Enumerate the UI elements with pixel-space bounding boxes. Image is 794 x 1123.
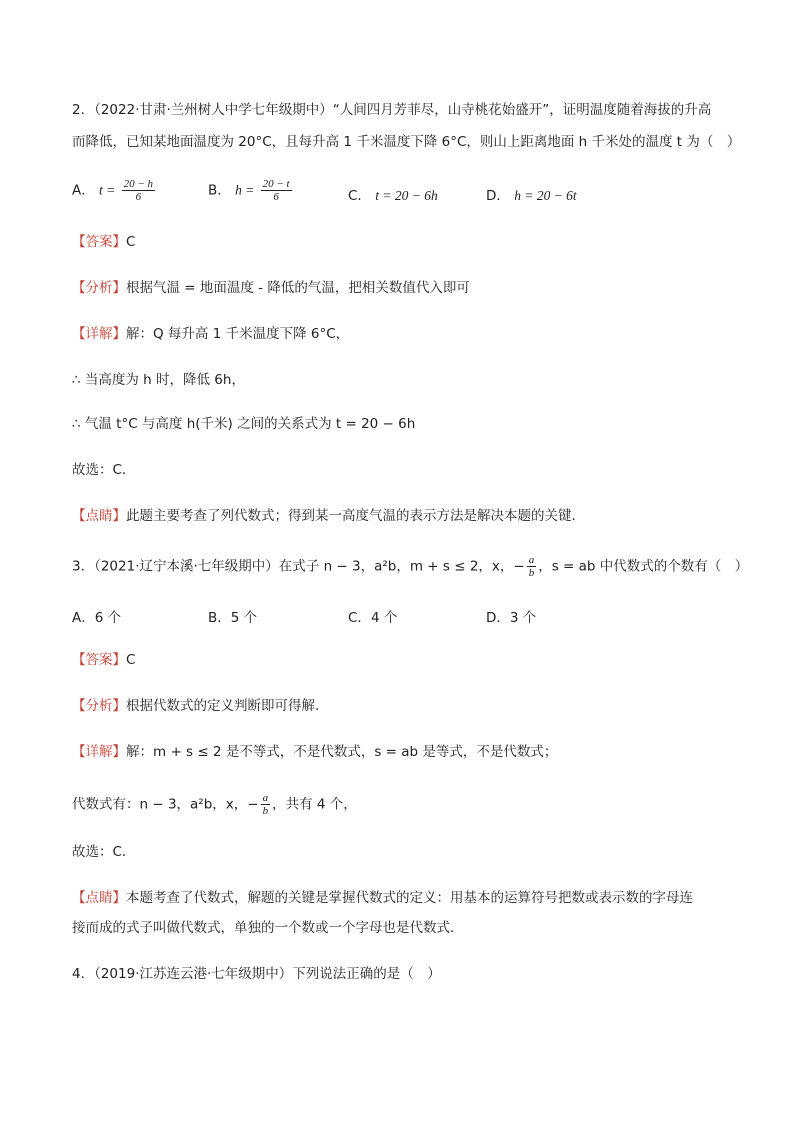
- q3-detail-line2: 代数式有：n − 3，a²b，x，− $\frac{a}{b}$ ，共有 4 个，: [72, 792, 357, 817]
- q2-answer: [72, 232, 135, 252]
- option-expression: h = 20 − 6t: [514, 188, 577, 203]
- detail-fraction: [261, 792, 271, 817]
- q3-answer: [72, 650, 135, 670]
- answer-tag: 【答案】: [72, 234, 126, 250]
- option-letter: A．: [72, 182, 95, 199]
- option-text: 6 个: [94, 610, 122, 626]
- analysis-text: 根据代数式的定义判断即可得解．: [126, 698, 329, 714]
- q3-comment-line2: 接而成的式子叫做代数式，单独的一个数或一个字母也是代数式．: [72, 920, 464, 936]
- option-lhs: h =: [235, 182, 255, 198]
- option-letter: B．: [208, 182, 231, 199]
- fraction-numerator: 20 − h: [123, 178, 154, 190]
- option-text: 3 个: [509, 610, 537, 626]
- comment-tag: 【点睛】: [72, 890, 126, 906]
- option-fraction: [261, 178, 292, 203]
- detail-tag: 【详解】: [72, 326, 126, 342]
- q2-choose: 故选：C．: [72, 462, 136, 478]
- q3-option-a[interactable]: [72, 606, 121, 626]
- answer-tag: 【答案】: [72, 652, 126, 668]
- analysis-tag: 【分析】: [72, 698, 126, 714]
- detail-tag: 【详解】: [72, 744, 126, 760]
- q2-detail-line3: ∴ 气温 t°C 与高度 h(千米) 之间的关系式为 t = 20 − 6h: [72, 416, 416, 432]
- fraction-numerator: a: [528, 554, 535, 566]
- comment-text: 此题主要考查了列代数式；得到某一高度气温的表示方法是解决本题的关键．: [126, 508, 585, 524]
- q2-analysis: [72, 278, 470, 298]
- option-letter: C．: [348, 188, 371, 204]
- q2-comment: [72, 506, 585, 526]
- q2-stem-line2: 而降低，已知某地面温度为 20°C，且每升高 1 千米温度下降 6°C，则山上距离地面 h 千米处的温度 t 为（ ）: [72, 134, 741, 150]
- analysis-text: 根据气温 = 地面温度 - 降低的气温，把相关数值代入即可: [126, 280, 470, 296]
- option-letter: D．: [486, 188, 510, 204]
- q3-stem-text: 3．（2021·辽宁本溪·七年级期中）在式子 n − 3，a²b，m + s ≤ 2，x，: [72, 558, 514, 575]
- q3-analysis: [72, 696, 329, 716]
- q2-option-b[interactable]: [208, 178, 294, 203]
- q3-choose: 故选：C．: [72, 844, 136, 860]
- option-letter: D．: [486, 610, 510, 626]
- fraction-denominator: 6: [135, 191, 142, 203]
- q2-option-c[interactable]: [348, 184, 438, 204]
- option-lhs: t =: [99, 182, 116, 198]
- option-expression: t = 20 − 6h: [375, 188, 438, 203]
- detail-text: 代数式有：n − 3，a²b，x，: [72, 796, 248, 813]
- q2-option-d[interactable]: [486, 184, 577, 204]
- option-letter: C．: [348, 610, 371, 626]
- comment-text: 本题考查了代数式，解题的关键是掌握代数式的定义：用基本的运算符号把数或表示数的字母连: [126, 890, 693, 906]
- q3-detail-line1: [72, 742, 557, 762]
- analysis-tag: 【分析】: [72, 280, 126, 296]
- answer-value: C: [126, 234, 136, 250]
- detail-text-end: ，共有 4 个，: [272, 796, 357, 813]
- q2-option-a[interactable]: [72, 178, 157, 203]
- q3-stem-fraction: [527, 554, 537, 579]
- fraction-numerator: 20 − t: [262, 178, 290, 190]
- q3-option-d[interactable]: [486, 606, 536, 626]
- fraction-denominator: 6: [273, 191, 279, 203]
- q2-stem-line1: 2．（2022·甘肃·兰州树人中学七年级期中）“人间四月芳菲尽，山寺桃花始盛开”，证明温度随着海拔的升高: [72, 102, 712, 118]
- q4-stem: 4．（2019·江苏连云港·七年级期中）下列说法正确的是（ ）: [72, 966, 441, 982]
- option-text: 4 个: [370, 610, 398, 626]
- q3-option-c[interactable]: [348, 606, 397, 626]
- detail-text: 解：m + s ≤ 2 是不等式，不是代数式，s = ab 是等式，不是代数式；: [126, 744, 558, 760]
- q3-option-b[interactable]: [208, 606, 257, 626]
- q3-stem-text-end: ，s = ab 中代数式的个数有（ ）: [538, 558, 749, 575]
- q3-stem: 3．（2021·辽宁本溪·七年级期中）在式子 n − 3，a²b，m + s ≤ 2，x，− $\frac{a}{b}$ ，s = ab 中代数式的个数有（ ）: [72, 554, 749, 579]
- answer-value: C: [126, 652, 136, 668]
- detail-text: 解：Q 每升高 1 千米温度下降 6°C，: [126, 326, 350, 342]
- option-fraction: [122, 178, 155, 203]
- fraction-denominator: b: [262, 805, 269, 817]
- option-text: 5 个: [230, 610, 258, 626]
- q2-detail-line2: ∴ 当高度为 h 时，降低 6h，: [72, 372, 245, 388]
- fraction-denominator: b: [528, 567, 535, 579]
- q3-comment-line1: [72, 888, 693, 908]
- q2-detail-line1: [72, 324, 349, 344]
- comment-tag: 【点睛】: [72, 508, 126, 524]
- option-letter: B．: [208, 610, 231, 626]
- fraction-numerator: a: [262, 792, 269, 804]
- option-letter: A．: [72, 610, 95, 626]
